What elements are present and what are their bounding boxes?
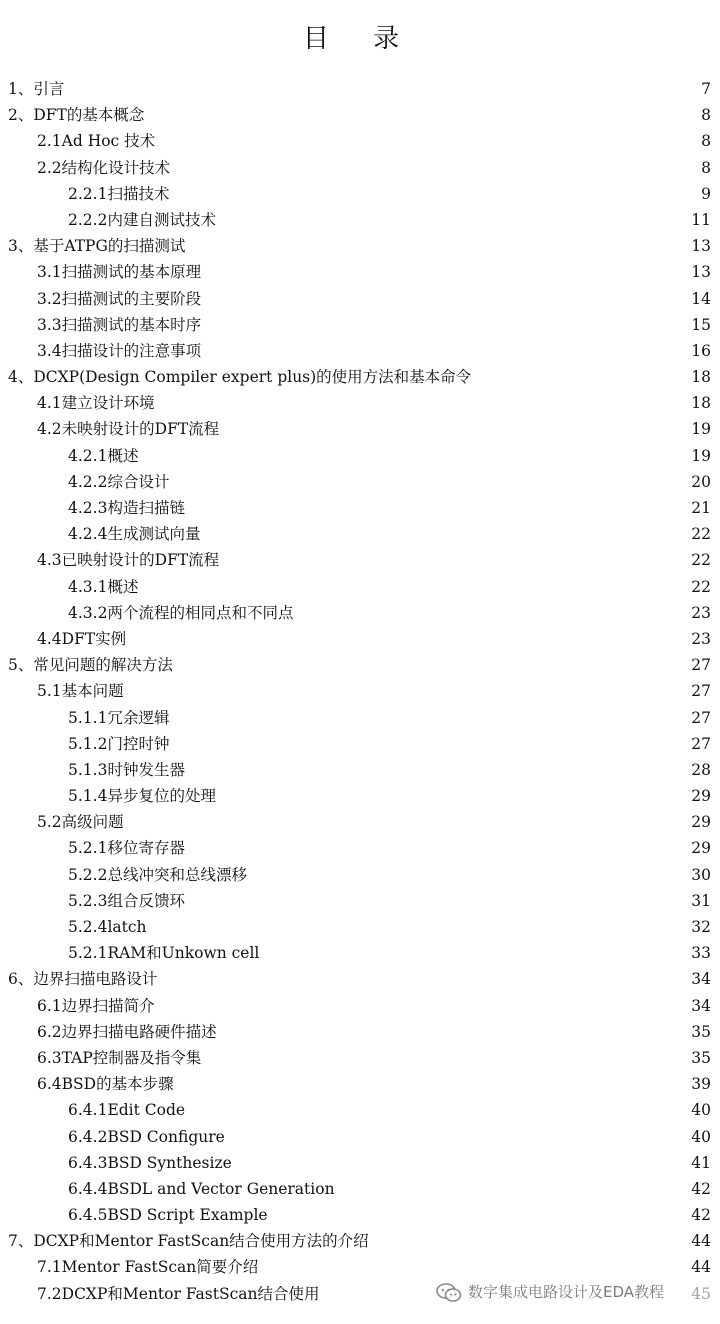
toc-entry[interactable]	[0, 521, 720, 547]
toc-entry[interactable]	[0, 181, 720, 207]
wechat-icon	[436, 1282, 462, 1302]
toc-entry[interactable]	[0, 76, 720, 102]
toc-entry-label: 5.1.3时钟发生器	[68, 760, 185, 779]
toc-entry-label: 6.4.3BSD Synthesize	[68, 1153, 232, 1172]
toc-entry[interactable]	[0, 783, 720, 809]
toc-entry-page-number: 34	[691, 970, 711, 989]
toc-entry-page-number: 35	[691, 1022, 711, 1041]
toc-entry-label: 4.2未映射设计的DFT流程	[37, 420, 220, 439]
toc-entry-page-number: 13	[691, 237, 711, 256]
toc-entry-page-number: 27	[691, 708, 711, 727]
toc-entry-label: 6.4.4BSDL and Vector Generation	[68, 1179, 335, 1198]
toc-entry[interactable]	[0, 888, 720, 914]
toc-entry-label: 6.1边界扫描简介	[37, 996, 155, 1015]
toc-entry-page-number: 20	[691, 472, 711, 491]
toc-entry-label: 6.4.5BSD Script Example	[68, 1206, 268, 1225]
toc-entry-label: 2.1Ad Hoc 技术	[37, 132, 156, 151]
toc-entry-page-number: 23	[691, 603, 711, 622]
toc-entry-page-number: 27	[691, 734, 711, 753]
toc-entry-label: 5.1.1冗余逻辑	[68, 708, 170, 727]
toc-entry-label: 2.2结构化设计技术	[37, 158, 171, 177]
toc-entry[interactable]	[0, 1019, 720, 1045]
toc-entry[interactable]	[0, 1176, 720, 1202]
toc-entry[interactable]	[0, 312, 720, 338]
toc-entry-label: 5.1基本问题	[37, 682, 124, 701]
toc-entry[interactable]	[0, 966, 720, 992]
toc-entry-page-number: 8	[701, 106, 711, 125]
toc-entry[interactable]	[0, 469, 720, 495]
toc-entry-label: 3.4扫描设计的注意事项	[37, 341, 202, 360]
toc-entry-label: 5.2.4latch	[68, 918, 147, 936]
toc-entry-label: 5.1.2门控时钟	[68, 734, 170, 753]
toc-entry-page-number: 8	[701, 132, 711, 151]
toc-entry-label: 5.1.4异步复位的处理	[68, 787, 216, 806]
page-title: 目 录	[302, 24, 418, 54]
toc-entry-page-number: 40	[691, 1101, 711, 1120]
toc-entry-page-number: 15	[691, 315, 711, 334]
toc-entry[interactable]	[0, 1202, 720, 1228]
toc-entry-page-number: 14	[691, 289, 711, 308]
toc-entry-page-number: 27	[691, 682, 711, 701]
toc-entry-label: 4.4DFT实例	[37, 629, 127, 648]
toc-entry[interactable]	[0, 914, 720, 940]
toc-entry-page-number: 42	[691, 1179, 711, 1198]
toc-entry-label: 4.2.2综合设计	[68, 472, 170, 491]
toc-entry[interactable]	[0, 128, 720, 154]
toc-entry-page-number: 23	[691, 629, 711, 648]
toc-entry[interactable]	[0, 1124, 720, 1150]
toc-entry-label: 5.2.3组合反馈环	[68, 891, 185, 910]
toc-entry[interactable]	[0, 390, 720, 416]
toc-entry-page-number: 7	[701, 80, 711, 98]
toc-entry[interactable]	[0, 705, 720, 731]
toc-entry-label: 3、基于ATPG的扫描测试	[8, 237, 186, 256]
toc-entry[interactable]	[0, 443, 720, 469]
table-of-contents	[0, 76, 720, 1307]
toc-entry[interactable]	[0, 416, 720, 442]
toc-entry-page-number: 31	[691, 891, 711, 910]
toc-entry-label: 2.2.2内建自测试技术	[68, 210, 216, 229]
toc-entry-label: 4.2.4生成测试向量	[68, 525, 201, 544]
toc-entry-label: 3.2扫描测试的主要阶段	[37, 289, 202, 308]
toc-entry[interactable]	[0, 1097, 720, 1123]
toc-entry-label: 1、引言	[8, 80, 65, 98]
toc-entry[interactable]	[0, 495, 720, 521]
toc-entry-page-number: 18	[691, 368, 711, 387]
toc-entry-page-number: 11	[691, 210, 711, 229]
toc-entry-page-number: 18	[691, 394, 711, 413]
toc-entry-page-number: 44	[691, 1258, 711, 1277]
toc-entry-page-number: 16	[691, 341, 711, 360]
toc-entry-page-number: 8	[701, 158, 711, 177]
watermark-text: 数字集成电路设计及EDA教程	[468, 1283, 665, 1301]
toc-entry[interactable]	[0, 678, 720, 704]
toc-entry-label: 3.3扫描测试的基本时序	[37, 315, 202, 334]
toc-entry[interactable]	[0, 259, 720, 285]
toc-entry-label: 4.3.1概述	[68, 577, 139, 596]
toc-entry[interactable]	[0, 940, 720, 966]
toc-entry[interactable]	[0, 809, 720, 835]
toc-entry-page-number: 22	[691, 551, 711, 570]
toc-entry-label: 6.2边界扫描电路硬件描述	[37, 1022, 217, 1041]
toc-entry-page-number: 29	[691, 787, 711, 806]
toc-entry[interactable]	[0, 1150, 720, 1176]
toc-entry-label: 7.2DCXP和Mentor FastScan结合使用	[37, 1284, 320, 1303]
toc-entry-page-number: 21	[691, 499, 711, 517]
toc-entry[interactable]	[0, 1045, 720, 1071]
toc-entry-page-number: 19	[691, 420, 711, 439]
toc-entry-page-number: 27	[691, 656, 711, 675]
toc-entry-label: 7、DCXP和Mentor FastScan结合使用方法的介绍	[8, 1232, 369, 1251]
toc-entry[interactable]	[0, 626, 720, 652]
toc-entry[interactable]	[0, 600, 720, 626]
toc-entry-page-number: 9	[701, 184, 711, 203]
toc-entry-label: 7.1Mentor FastScan简要介绍	[37, 1258, 259, 1277]
toc-entry[interactable]	[0, 1228, 720, 1254]
toc-entry-page-number: 28	[691, 760, 711, 779]
wechat-watermark	[432, 1276, 717, 1308]
toc-entry[interactable]	[0, 731, 720, 757]
toc-entry[interactable]	[0, 757, 720, 783]
toc-entry-page-number: 40	[691, 1127, 711, 1146]
toc-entry[interactable]	[0, 862, 720, 888]
toc-entry[interactable]	[0, 1071, 720, 1097]
toc-entry-label: 6.4BSD的基本步骤	[37, 1075, 174, 1094]
toc-entry-page-number: 29	[691, 839, 711, 858]
toc-entry-label: 4.2.3构造扫描链	[68, 499, 185, 517]
toc-entry-label: 6、边界扫描电路设计	[8, 970, 158, 989]
toc-entry-label: 5、常见问题的解决方法	[8, 656, 173, 675]
toc-entry-label: 5.2.2总线冲突和总线漂移	[68, 865, 247, 884]
toc-entry-label: 3.1扫描测试的基本原理	[37, 263, 202, 282]
toc-entry-label: 6.4.1Edit Code	[68, 1101, 186, 1120]
toc-entry[interactable]	[0, 207, 720, 233]
toc-entry-page-number: 30	[691, 865, 711, 884]
toc-entry-page-number: 19	[691, 446, 711, 465]
toc-entry[interactable]	[0, 993, 720, 1019]
toc-entry-label: 6.4.2BSD Configure	[68, 1127, 225, 1146]
toc-entry-page-number: 29	[691, 813, 711, 832]
toc-entry[interactable]	[0, 652, 720, 678]
toc-entry-label: 4.3已映射设计的DFT流程	[37, 551, 220, 570]
toc-entry[interactable]	[0, 286, 720, 312]
toc-entry[interactable]	[0, 233, 720, 259]
toc-entry[interactable]	[0, 102, 720, 128]
toc-entry-page-number: 39	[691, 1075, 711, 1094]
toc-entry-page-number: 32	[691, 918, 711, 936]
toc-entry-label: 5.2.1RAM和Unkown cell	[68, 944, 260, 963]
toc-entry-label: 4、DCXP(Design Compiler expert plus)的使用方法和基本命令	[8, 368, 472, 387]
toc-entry-page-number: 34	[691, 996, 711, 1015]
toc-entry-page-number: 33	[691, 944, 711, 963]
toc-entry-label: 5.2高级问题	[37, 813, 124, 832]
toc-entry-label: 2、DFT的基本概念	[8, 106, 145, 125]
toc-entry[interactable]	[0, 547, 720, 573]
toc-entry-page-number: 22	[691, 577, 711, 596]
toc-entry-page-number: 41	[691, 1153, 711, 1172]
toc-entry-label: 4.2.1概述	[68, 446, 139, 465]
toc-entry[interactable]	[0, 835, 720, 861]
toc-entry[interactable]	[0, 574, 720, 600]
toc-entry-page-number: 13	[691, 263, 711, 282]
toc-entry-label: 5.2.1移位寄存器	[68, 839, 185, 858]
toc-entry-label: 4.3.2两个流程的相同点和不同点	[68, 603, 294, 622]
toc-entry[interactable]	[0, 338, 720, 364]
toc-entry-label: 6.3TAP控制器及指令集	[37, 1048, 202, 1067]
toc-entry-page-number: 22	[691, 525, 711, 544]
toc-entry-label: 2.2.1扫描技术	[68, 184, 170, 203]
toc-entry-page-number: 42	[691, 1206, 711, 1225]
toc-entry-page-number: 44	[691, 1232, 711, 1251]
toc-entry-page-number: 35	[691, 1048, 711, 1067]
toc-entry[interactable]	[0, 155, 720, 181]
toc-entry[interactable]	[0, 364, 720, 390]
toc-entry-label: 4.1建立设计环境	[37, 394, 155, 413]
